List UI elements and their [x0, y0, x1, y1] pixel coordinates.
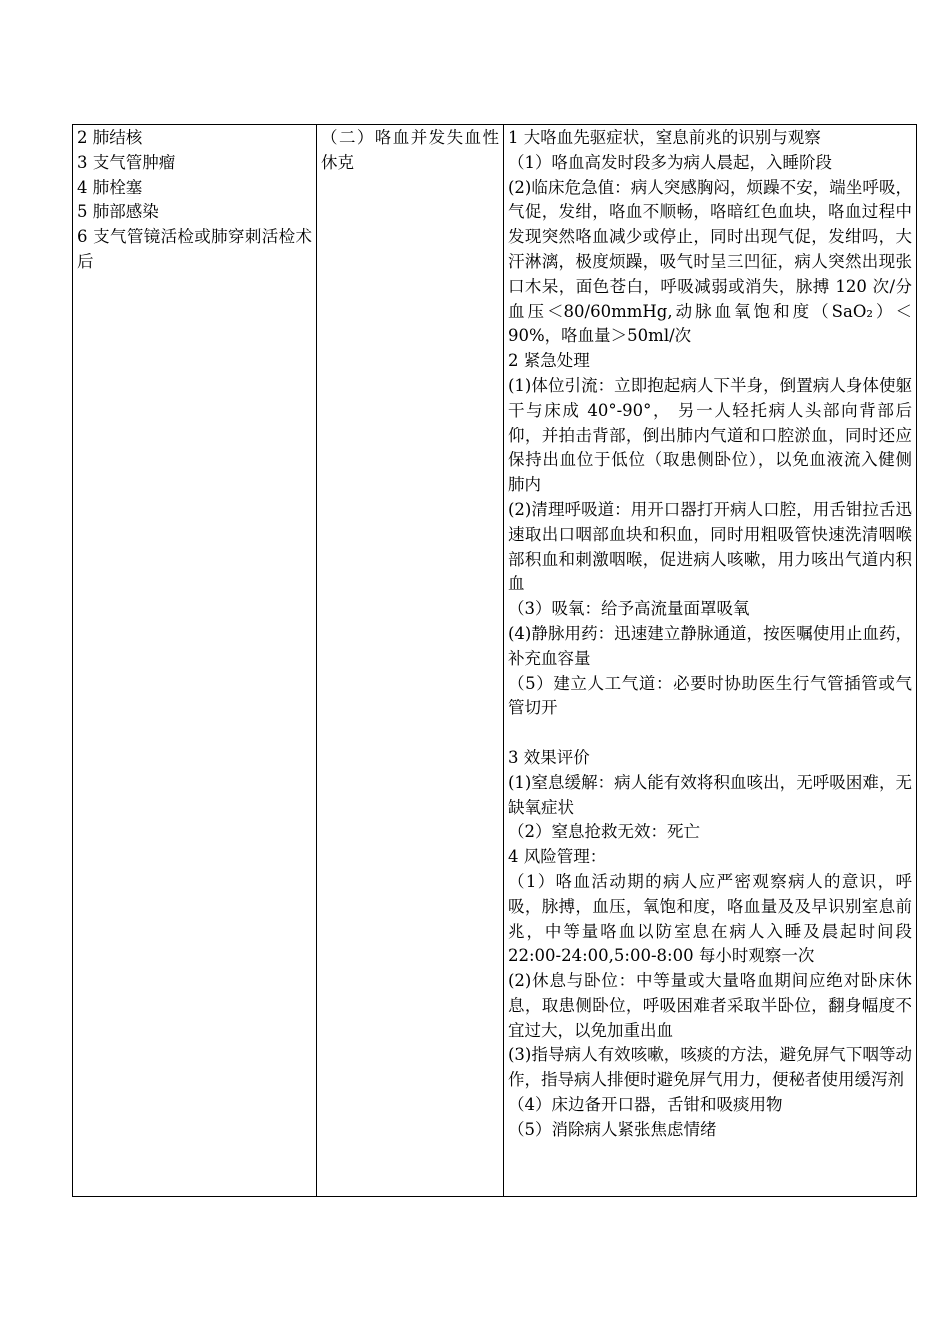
cause-item: 2 肺结核 [77, 128, 143, 147]
procedure-item: (2)清理呼吸道：用开口器打开病人口腔，用舌钳拉舌迅速取出口咽部血块和积血，同时用粗吸管快速洗清咽喉部积血和刺激咽喉，促进病人咳嗽，用力咳出气道内积血 [508, 499, 912, 594]
section-heading: 4 风险管理： [508, 847, 607, 867]
procedure-item: （1）咯血活动期的病人应严密观察病人的意识，呼吸，脉搏，血压，氧饱和度，咯血量及及早识别室息前兆，中等量咯血以防室息在病人入睡及晨起时间段 22:00-24:00,5:00-8:00 每小时观察一次 [508, 871, 918, 966]
procedure-item: （3）吸氧：给予高流量面罩吸氧 [508, 599, 750, 619]
table-row [73, 125, 917, 1197]
cause-item: 3 支气管肿瘤 [77, 152, 176, 172]
procedure-item: (1)体位引流：立即抱起病人下半身，倒置病人身体使躯干与床成 40°-90°， 另一人轻托病人头部向背部后仰，并拍击背部，倒出肺内气道和口腔淤血，同时还应保持出血位于低位（取患侧卧位），以免血液流入健侧肺内 [508, 375, 912, 495]
complication-cell [317, 125, 504, 1197]
procedure-cell [504, 125, 917, 1197]
procedure-item: （5）消除病人紧张焦虑情绪 [508, 1119, 717, 1139]
procedure-item: (2)休息与卧位：中等量或大量咯血期间应绝对卧床休息，取患侧卧位，呼吸困难者采取半卧位，翻身幅度不宜过大，以免加重出血 [508, 971, 912, 1040]
section-heading: 2 紧急处理 [508, 351, 590, 371]
procedure-item: (1)窒息缓解：病人能有效将积血咳出，无呼吸困难，无缺氧症状 [508, 772, 912, 817]
section-heading: 3 效果评价 [508, 747, 590, 767]
section-heading: 1 大咯血先驱症状，窒息前兆的识别与观察 [508, 128, 821, 147]
procedure-item: （2）窒息抢救无效：死亡 [508, 822, 700, 842]
procedure-item: （4）床边备开口器，舌钳和吸痰用物 [508, 1095, 783, 1115]
procedure-item: (2)临床危急值：病人突感胸闷，烦躁不安，端坐呼吸，气促，发绀，咯血不顺畅，咯暗红色血块，咯血过程中发现突然咯血减少或停止，同时出现气促，发绀吗，大汗淋漓，极度烦躁，吸气时呈三凹征，病人突然出现张口木呆，面色苍白，呼吸减弱或消失，脉搏 120 次/分血压＜80/60mmHg,动脉血氧饱和度（SaO₂）＜90%，咯血量＞50ml/次 [508, 177, 912, 346]
protocol-table [72, 124, 917, 1197]
cause-item: 4 肺栓塞 [77, 177, 143, 197]
procedure-item: （1）咯血高发时段多为病人晨起，入睡阶段 [508, 152, 832, 172]
cause-item: 5 肺部感染 [77, 202, 159, 222]
blank-line [508, 721, 912, 746]
complication-title: （二）咯血并发失血性休克 [321, 128, 499, 172]
procedure-item: (4)静脉用药：迅速建立静脉通道，按医嘱使用止血药，补充血容量 [508, 623, 912, 668]
procedure-item: （5）建立人工气道：必要时协助医生行气管插管或气管切开 [508, 673, 912, 718]
cause-cell [73, 125, 317, 1197]
cause-item: 6 支气管镜活检或肺穿刺活检术后 [77, 227, 312, 271]
procedure-item: (3)指导病人有效咳嗽，咳痰的方法，避免屏气下咽等动作，指导病人排便时避免屏气用力，便秘者使用缓泻剂 [508, 1045, 912, 1090]
